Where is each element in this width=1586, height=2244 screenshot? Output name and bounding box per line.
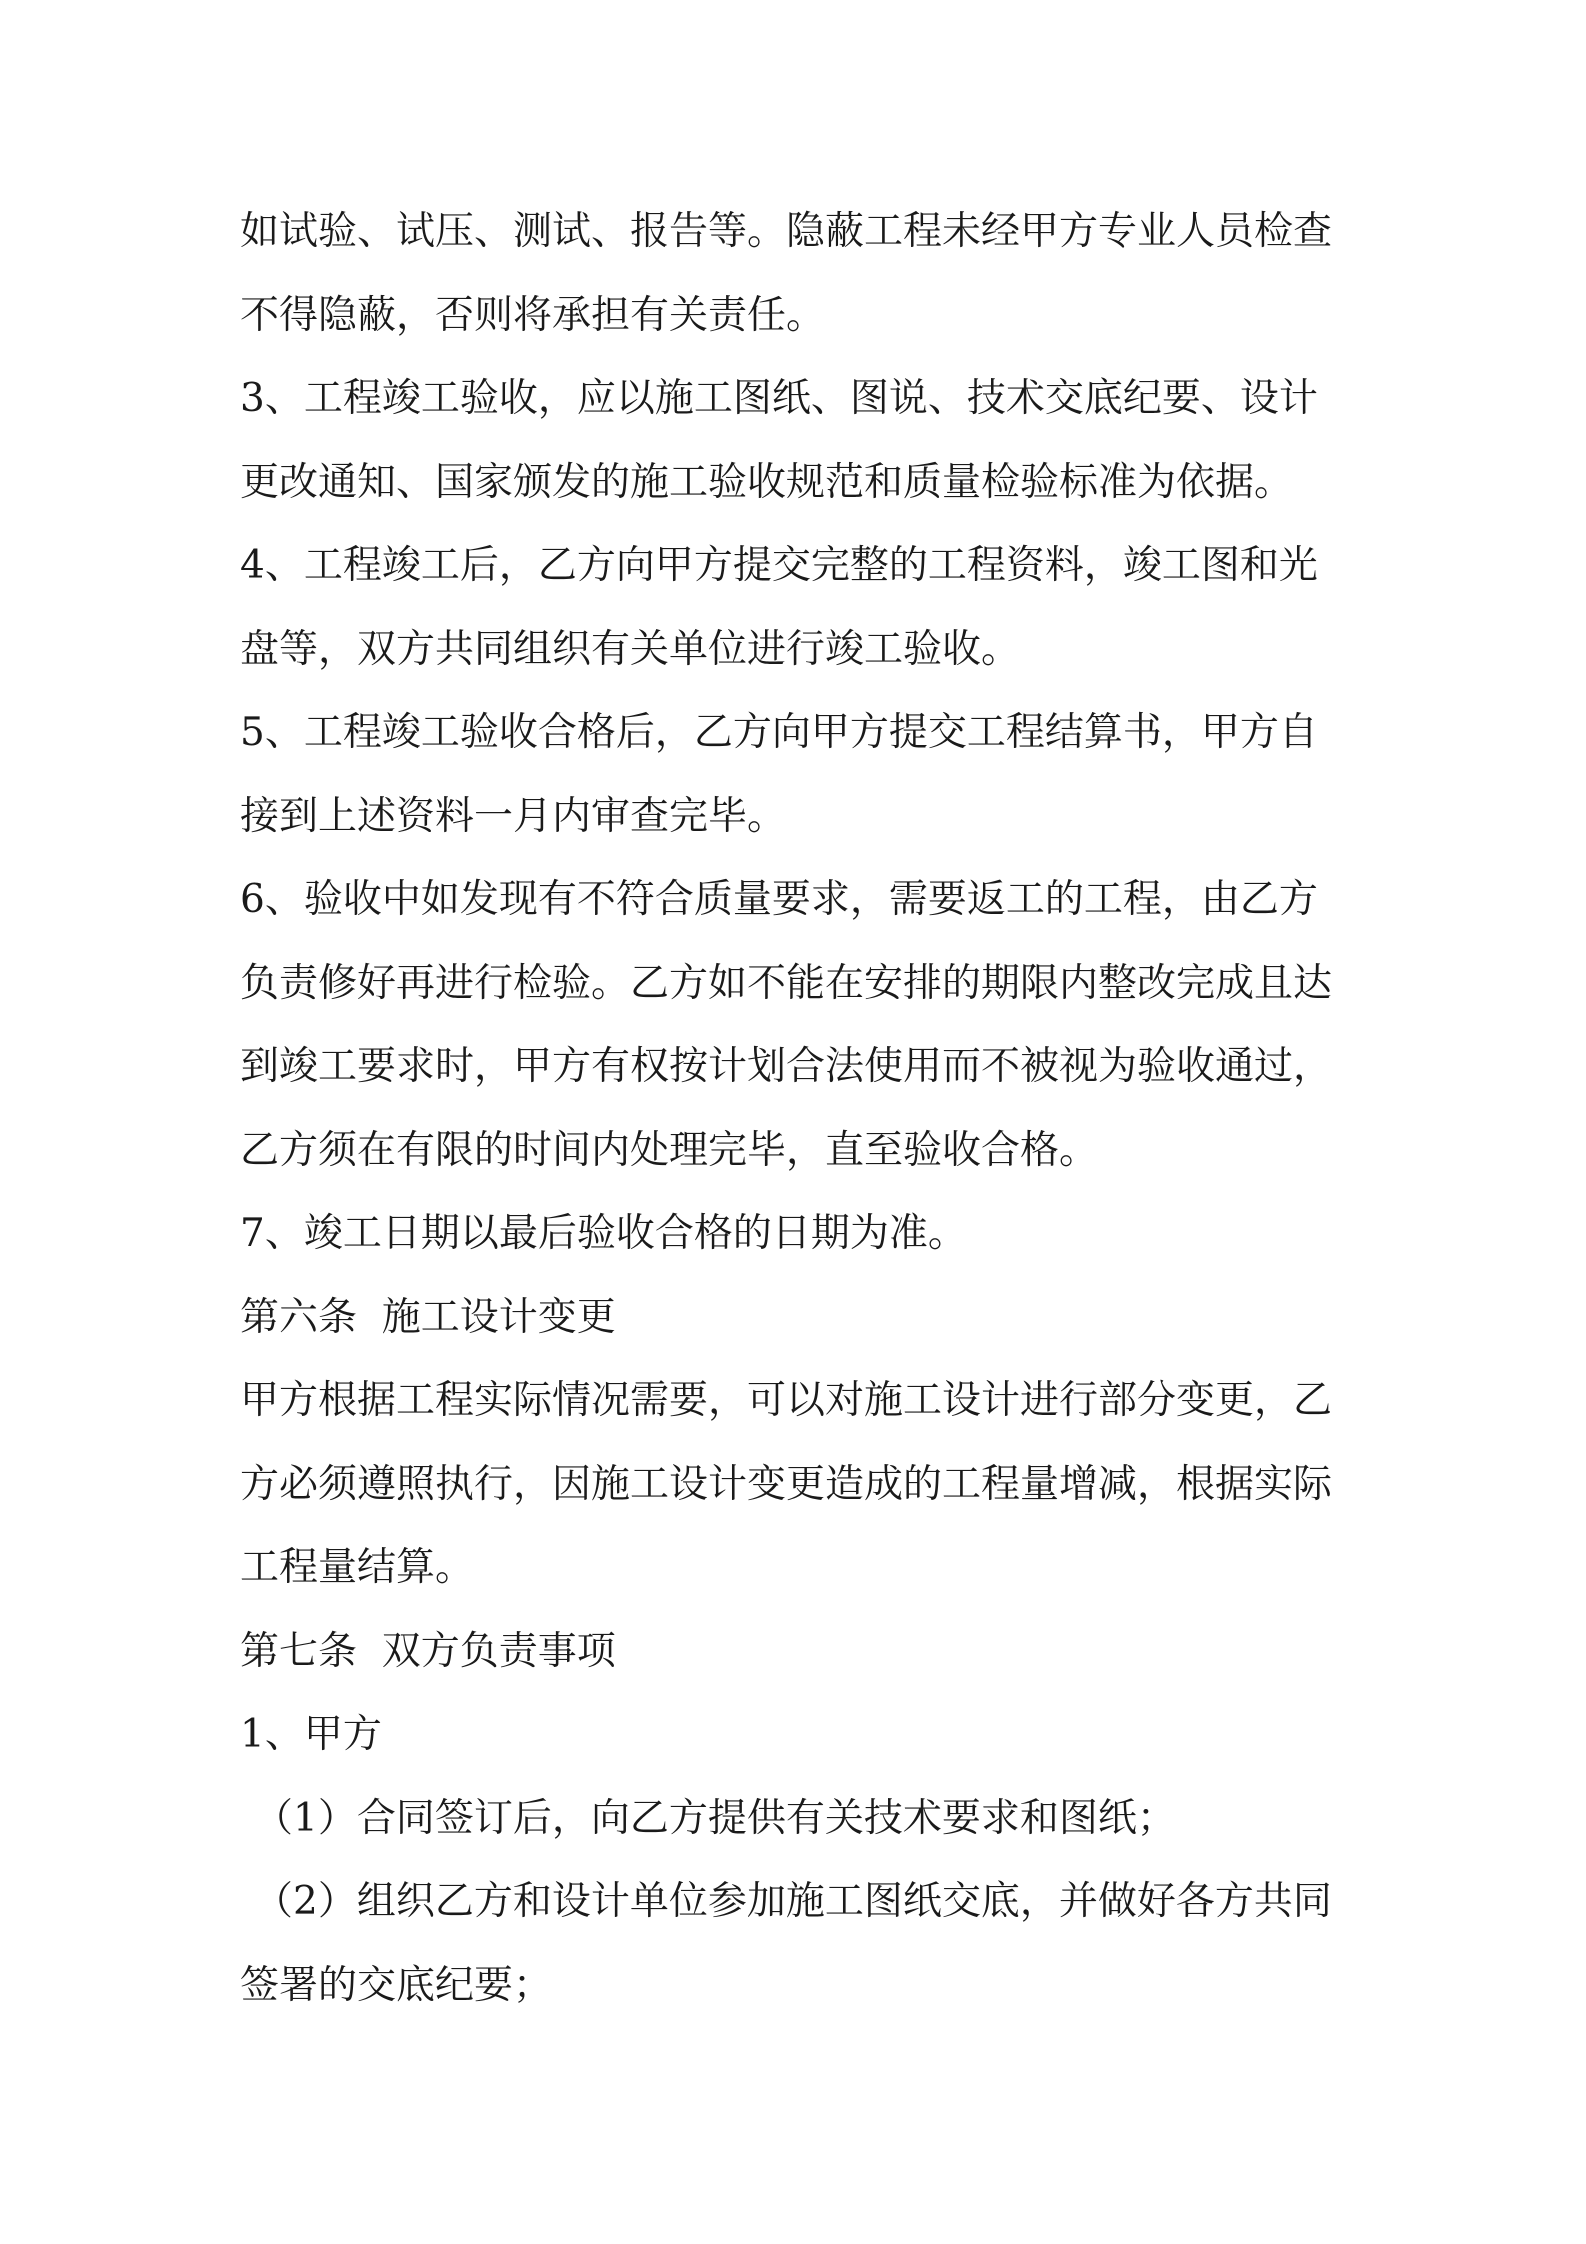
clause-7-completion-date: 7、竣工日期以最后验收合格的日期为准。 — [240, 1211, 967, 1256]
document-body — [240, 190, 1356, 2027]
clause-4-submit-materials: 4、工程竣工后，乙方向甲方提交完整的工程资料，竣工图和光盘等，双方共同组织有关单位进行竣工验收。 — [240, 543, 1318, 672]
article-6-heading: 第六条 施工设计变更 — [240, 1294, 616, 1340]
party-a-item-2: （2）组织乙方和设计单位参加施工图纸交底，并做好各方共同签署的交底纪要； — [240, 1879, 1332, 2008]
party-a-item-1: （1）合同签订后，向乙方提供有关技术要求和图纸； — [254, 1795, 1176, 1841]
article-7-heading: 第七条 双方负责事项 — [240, 1628, 616, 1674]
party-a-heading: 1、甲方 — [240, 1712, 382, 1757]
paragraph-hidden-works: 如试验、试压、测试、报告等。隐蔽工程未经甲方专业人员检查不得隐蔽，否则将承担有关责任。 — [240, 209, 1333, 338]
clause-3-completion-acceptance-basis: 3、工程竣工验收，应以施工图纸、图说、技术交底纪要、设计更改通知、国家颁发的施工验收规范和质量检验标准为依据。 — [240, 376, 1318, 505]
article-6-body: 甲方根据工程实际情况需要，可以对施工设计进行部分变更，乙方必须遵照执行，因施工设计变更造成的工程量增减，根据实际工程量结算。 — [240, 1378, 1333, 1590]
clause-5-settlement: 5、工程竣工验收合格后，乙方向甲方提交工程结算书，甲方自接到上述资料一月内审查完毕。 — [240, 710, 1318, 839]
clause-6-rework: 6、验收中如发现有不符合质量要求，需要返工的工程，由乙方负责修好再进行检验。乙方如不能在安排的期限内整改完成且达到竣工要求时，甲方有权按计划合法使用而不被视为验收通过，乙方须在有限的时间内处理完毕，直至验收合格。 — [240, 877, 1333, 1173]
